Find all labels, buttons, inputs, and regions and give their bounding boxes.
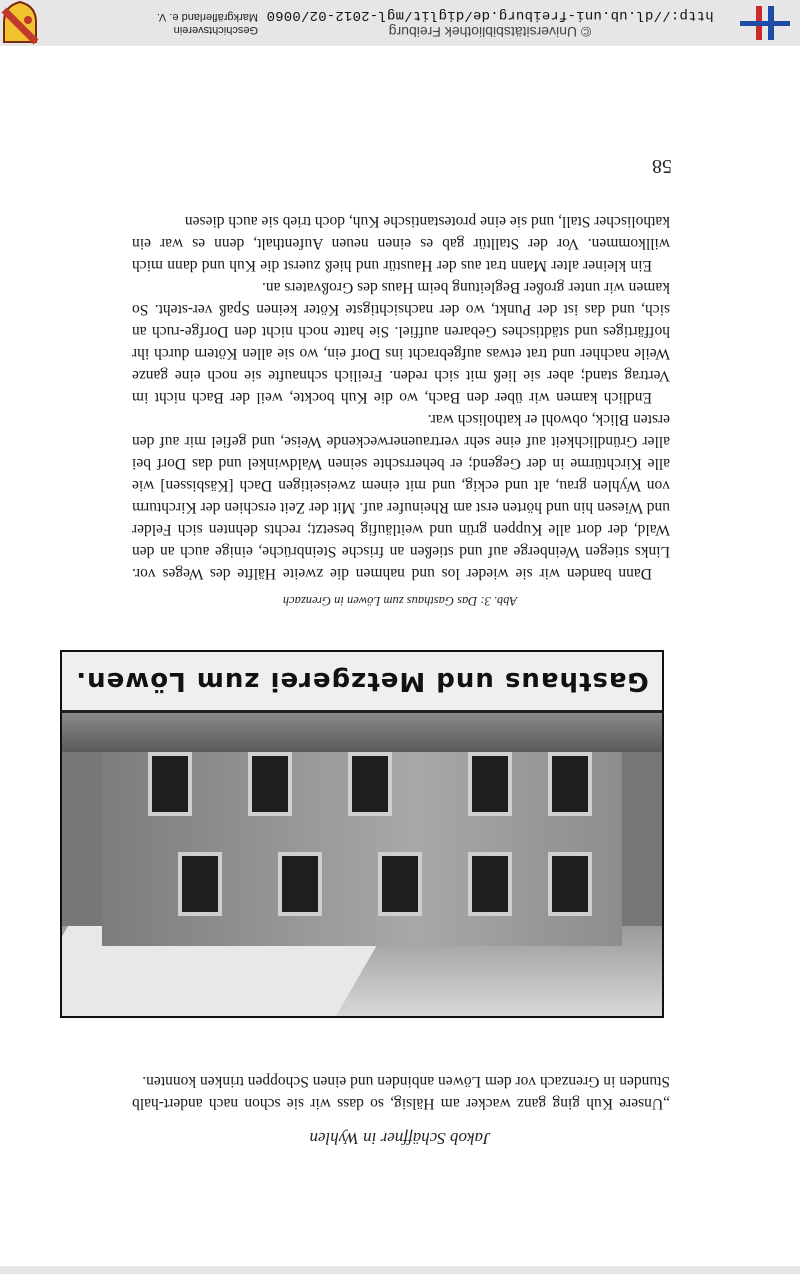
document-url[interactable]: http://dl.ub.uni-freiburg.de/diglit/mgl-2012-02/0060: [266, 7, 714, 23]
photo-window: [148, 752, 192, 816]
photo-sign: [62, 652, 662, 713]
page-number: 58: [652, 155, 672, 177]
photo-window: [548, 852, 592, 916]
photo-window: [548, 752, 592, 816]
photo-window: [248, 752, 292, 816]
footer-center: [258, 6, 722, 40]
figure-photo: [60, 650, 664, 1018]
society-line-1: Geschichtsverein: [173, 24, 258, 36]
copyright-text: © Universitätsbibliothek Freiburg: [388, 24, 592, 40]
photo-window: [178, 852, 222, 916]
paragraph-4: Ein kleiner alter Mann trat aus der Haustür und hieß zuerst die Kuh und dann mich willkommen. Vor der Stalltür gab es einen neuen Aufenthalt, denn es war ein katholischer Stall, und sie eine protestantische Kuh, doch trieb sie auch diesen: [132, 213, 670, 274]
paragraph-2: Dann banden wir sie wieder los und nahmen die zweite Hälfte des Weges vor. Links stiegen Weinberge auf und stießen an frische Steinbrüche, einige auch an den Wald, der dort alle Kuppen grün und weitläufig besetzt; rechts dehnten sich Felder und Wiesen hin und hörten erst am Rheinufer auf. Mit der Zeit erschien der Kirchturm von Wyhlen grau, alt und eckig, und mit einem zweiseitigen Dach [Käsbissen] wie alle Kirchtürme in der Gegend; er beherrschte seinen Waldwinkel und das Dorf bei aller Gründlichkeit auf eine sehr vertrauenerweckende Weise, und gefiel mir auf den ersten Blick, obwohl er katholisch war.: [132, 411, 670, 582]
photo-window: [378, 852, 422, 916]
photo-window: [278, 852, 322, 916]
photo-street: [62, 712, 662, 752]
partial-banner-strip: [0, 1266, 800, 1274]
paragraph-1: [132, 1070, 670, 1114]
running-title: Jakob Schäffner in Wyhlen: [309, 1129, 491, 1148]
society-line-2: Markgräflerland e. V.: [156, 11, 258, 23]
society-name: [68, 10, 258, 36]
photo-sign-text: Gasthaus und Metzgerei zum Löwen.: [75, 666, 649, 696]
paragraph-1-text: „Unsere Kuh ging ganz wacker am Hälsig, so dass wir sie schon nach andert-halb Stunden in Grenzach vor dem Löwen anbinden und einen Schoppen trinken konnten.: [132, 1073, 670, 1112]
photo-window: [348, 752, 392, 816]
main-text: [132, 210, 670, 584]
paragraph-3: Endlich kamen wir über den Bach, wo die Kuh bockte, weil der Bach nicht im Vertrag stand; aber sie ließ mit sich reden. Freilich schnaufte sie noch eine ganze Weile nachher und trat etwas aufgebracht ins Dorf ein, wo sie allen Kötern durch ihr hoffärtiges und städtisches Gebaren auffiel. Sie hatte noch nicht den Dorfge-ruch an sich, und das ist der Punkt, wo der nachsichtigste Köter keinen Spaß ver-steht. So kamen wir unter großer Begleitung beim Haus des Großvaters an.: [132, 279, 670, 406]
photo-window: [468, 752, 512, 816]
photo-window: [468, 852, 512, 916]
figure-caption: Abb. 3: Das Gasthaus zum Löwen in Grenzach: [282, 594, 518, 608]
coat-of-arms-icon: [0, 0, 40, 46]
footer-banner: [0, 0, 800, 46]
corner-marks-icon: [730, 0, 800, 46]
